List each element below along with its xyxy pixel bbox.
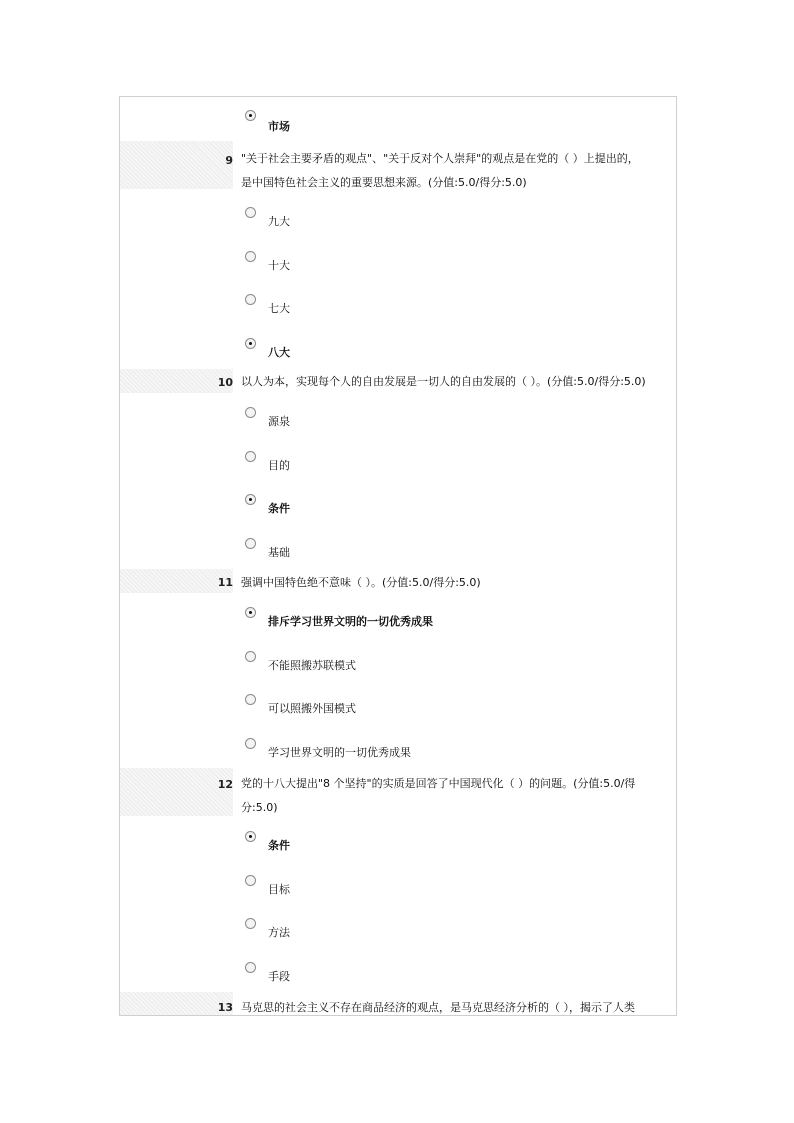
option-q12-1[interactable] bbox=[245, 831, 665, 855]
question-text-line: "关于社会主要矛盾的观点"、"关于反对个人崇拜"的观点是在党的（ ）上提出的， bbox=[241, 152, 639, 165]
question-text bbox=[241, 996, 677, 1016]
option-label: 排斥学习世界文明的一切优秀成果 bbox=[268, 615, 433, 628]
radio-selected-icon[interactable] bbox=[245, 110, 256, 121]
option-q12-4[interactable] bbox=[245, 962, 665, 986]
option-q10-1[interactable] bbox=[245, 407, 665, 431]
radio-icon[interactable] bbox=[245, 451, 256, 462]
option-q8-1[interactable] bbox=[245, 110, 665, 134]
question-text-line: 以人为本，实现每个人的自由发展是一切人的自由发展的（ ）。(分值:5.0/得分:5.0) bbox=[241, 375, 646, 388]
radio-icon[interactable] bbox=[245, 962, 256, 973]
option-label: 源泉 bbox=[268, 415, 290, 428]
option-q9-3[interactable] bbox=[245, 294, 665, 318]
option-label: 条件 bbox=[268, 839, 290, 852]
option-q11-4[interactable] bbox=[245, 738, 665, 762]
option-label: 目的 bbox=[268, 459, 290, 472]
option-label: 七大 bbox=[268, 302, 290, 315]
radio-icon[interactable] bbox=[245, 738, 256, 749]
radio-icon[interactable] bbox=[245, 251, 256, 262]
question-number: 13 bbox=[217, 1001, 233, 1014]
option-label: 八大 bbox=[268, 346, 290, 359]
question-number: 9 bbox=[225, 154, 233, 167]
option-q11-2[interactable] bbox=[245, 651, 665, 675]
quiz-panel bbox=[119, 96, 677, 1016]
option-q9-1[interactable] bbox=[245, 207, 665, 231]
option-q9-4[interactable] bbox=[245, 338, 665, 362]
radio-icon[interactable] bbox=[245, 694, 256, 705]
question-text-line: 党的十八大提出"8 个坚持"的实质是回答了中国现代化（ ）的问题。(分值:5.0/得 bbox=[241, 777, 636, 790]
option-q12-3[interactable] bbox=[245, 918, 665, 942]
radio-icon[interactable] bbox=[245, 875, 256, 886]
question-number: 12 bbox=[217, 778, 233, 791]
question-header-bg bbox=[120, 768, 233, 816]
option-q9-2[interactable] bbox=[245, 251, 665, 275]
option-q10-3[interactable] bbox=[245, 494, 665, 518]
option-label: 可以照搬外国模式 bbox=[268, 702, 356, 715]
question-text-line: 是中国特色社会主义的重要思想来源。(分值:5.0/得分:5.0) bbox=[241, 176, 527, 189]
option-label: 市场 bbox=[268, 120, 290, 133]
radio-selected-icon[interactable] bbox=[245, 831, 256, 842]
option-label: 手段 bbox=[268, 970, 290, 983]
option-q10-4[interactable] bbox=[245, 538, 665, 562]
option-label: 十大 bbox=[268, 259, 290, 272]
question-text-line: 强调中国特色绝不意味（ ）。(分值:5.0/得分:5.0) bbox=[241, 576, 481, 589]
question-text bbox=[241, 370, 677, 394]
option-label: 学习世界文明的一切优秀成果 bbox=[268, 746, 411, 759]
option-label: 条件 bbox=[268, 502, 290, 515]
radio-icon[interactable] bbox=[245, 207, 256, 218]
radio-icon[interactable] bbox=[245, 918, 256, 929]
radio-icon[interactable] bbox=[245, 407, 256, 418]
radio-icon[interactable] bbox=[245, 294, 256, 305]
option-q11-3[interactable] bbox=[245, 694, 665, 718]
radio-icon[interactable] bbox=[245, 538, 256, 549]
question-text bbox=[241, 772, 677, 820]
option-label: 方法 bbox=[268, 926, 290, 939]
radio-selected-icon[interactable] bbox=[245, 338, 256, 349]
question-text bbox=[241, 571, 677, 595]
question-text-line: 马克思的社会主义不存在商品经济的观点，是马克思经济分析的（ ），揭示了人类 bbox=[241, 1001, 635, 1014]
radio-selected-icon[interactable] bbox=[245, 494, 256, 505]
option-label: 九大 bbox=[268, 215, 290, 228]
option-q10-2[interactable] bbox=[245, 451, 665, 475]
question-number: 10 bbox=[217, 376, 233, 389]
question-number: 11 bbox=[217, 576, 233, 589]
option-q12-2[interactable] bbox=[245, 875, 665, 899]
option-q11-1[interactable] bbox=[245, 607, 665, 631]
question-text bbox=[241, 147, 677, 195]
option-label: 目标 bbox=[268, 883, 290, 896]
radio-selected-icon[interactable] bbox=[245, 607, 256, 618]
option-label: 不能照搬苏联模式 bbox=[268, 659, 356, 672]
radio-icon[interactable] bbox=[245, 651, 256, 662]
question-text-line: 分:5.0) bbox=[241, 801, 278, 814]
option-label: 基础 bbox=[268, 546, 290, 559]
